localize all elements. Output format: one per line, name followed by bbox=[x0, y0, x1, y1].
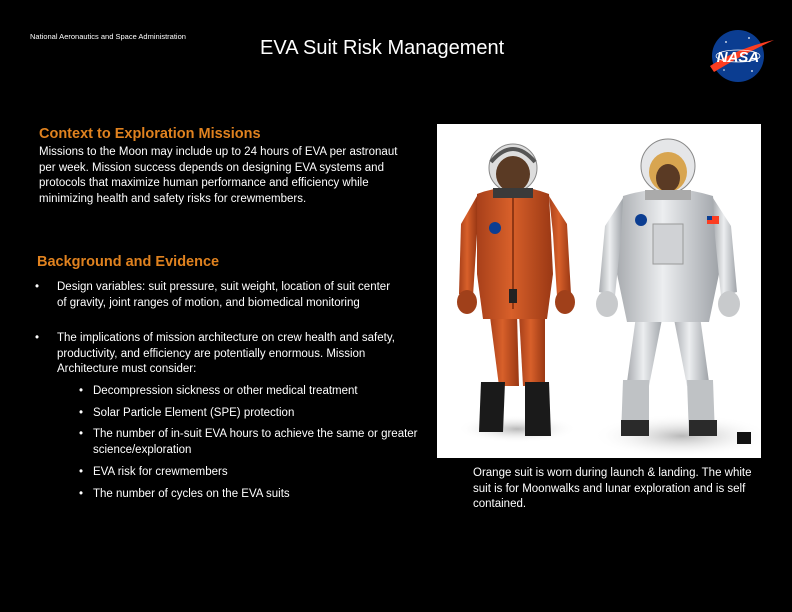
bullet-text: Design variables: suit pressure, suit weight, location of suit center of gravity, joint ranges of motion, and biomedical monitoring bbox=[57, 281, 391, 309]
sub-bullet-item bbox=[79, 427, 423, 458]
sub-bullet-item bbox=[79, 406, 423, 422]
sub-bullet-text: The number of in-suit EVA hours to achieve the same or greater science/exploration bbox=[93, 428, 418, 456]
nasa-logo bbox=[704, 26, 776, 86]
sub-bullet-text: Decompression sickness or other medical treatment bbox=[93, 385, 358, 397]
sub-bullet-item bbox=[79, 465, 423, 481]
background-heading: Background and Evidence bbox=[37, 254, 220, 270]
sub-bullet-item bbox=[79, 384, 423, 400]
image-caption: Orange suit is worn during launch & landing. The white suit is for Moonwalks and lunar exploration and is self contained. bbox=[473, 467, 752, 510]
agency-name: National Aeronautics and Space Administration bbox=[30, 32, 186, 41]
bullet-item bbox=[35, 280, 397, 311]
sub-bullet-text: EVA risk for crewmembers bbox=[93, 466, 228, 478]
context-paragraph: Missions to the Moon may include up to 24 hours of EVA per astronaut per week. Mission success depends on designing EVA systems and protocols that maximize human performance and efficiency while minimizing health and safety risks for crewmembers. bbox=[39, 146, 398, 205]
white-suit-figure bbox=[596, 139, 740, 436]
bullet-dot: • bbox=[79, 488, 84, 500]
sub-bullet-item bbox=[79, 487, 423, 503]
bullet-dot: • bbox=[35, 281, 40, 293]
bullet-text: The implications of mission architecture on crew health and safety, productivity, and efficiency are potentially enormous. Mission Architecture must consider: bbox=[57, 332, 395, 375]
bullet-item bbox=[35, 331, 397, 378]
slide-title: EVA Suit Risk Management bbox=[260, 37, 505, 59]
bullet-dot: • bbox=[79, 466, 84, 478]
bullet-dot: • bbox=[79, 385, 84, 397]
sub-bullet-text: The number of cycles on the EVA suits bbox=[93, 488, 290, 500]
context-heading: Context to Exploration Missions bbox=[39, 126, 261, 142]
bullet-dot: • bbox=[79, 428, 84, 440]
orange-suit-figure bbox=[457, 144, 575, 436]
nasa-logo-text: NASA bbox=[716, 49, 760, 66]
sub-bullet-text: Solar Particle Element (SPE) protection bbox=[93, 407, 295, 419]
spacesuits-photo bbox=[437, 124, 761, 458]
bullet-dot: • bbox=[35, 332, 40, 344]
bullet-dot: • bbox=[79, 407, 84, 419]
